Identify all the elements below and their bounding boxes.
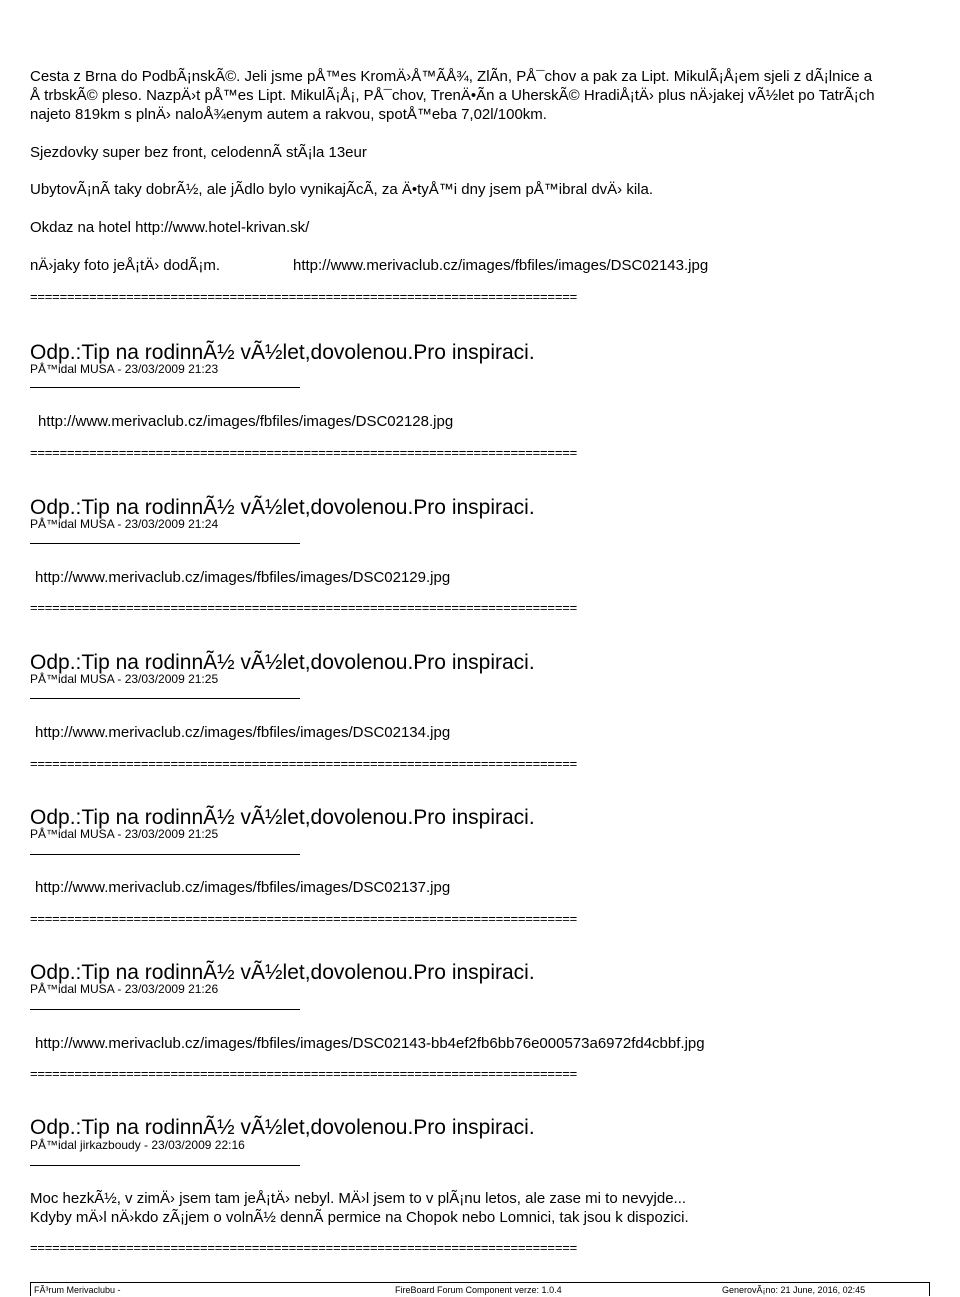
post-body-line[interactable]: http://www.merivaclub.cz/images/fbfiles/images/DSC02134.jpg bbox=[35, 724, 451, 741]
post-body-line[interactable]: http://www.merivaclub.cz/images/fbfiles/images/DSC02129.jpg bbox=[35, 569, 451, 586]
hotel-link-text[interactable]: Okdaz na hotel http://www.hotel-krivan.sk/ bbox=[30, 219, 310, 236]
post-meta: PÅ™idal MUSA - 23/03/2009 21:23 bbox=[30, 362, 219, 376]
separator: ========================================================================== bbox=[30, 289, 577, 304]
footer-rule bbox=[30, 1282, 930, 1283]
footer-right: GenerovÃ¡no: 21 June, 2016, 02:45 bbox=[722, 1285, 866, 1295]
post-meta: PÅ™idal MUSA - 23/03/2009 21:25 bbox=[30, 672, 219, 686]
intro-line-3: najeto 819km s plnÄ› naloÅ¾enym autem a rakvou, spotÅ™eba 7,02l/100km. bbox=[30, 106, 547, 123]
separator: ========================================================================== bbox=[30, 600, 577, 615]
post-divider bbox=[30, 698, 300, 699]
post-divider bbox=[30, 1165, 300, 1166]
separator: ========================================================================== bbox=[30, 1066, 577, 1081]
post-title: Odp.:Tip na rodinnÃ½ vÃ½let,dovolenou.Pro inspiraci. bbox=[30, 961, 535, 984]
post-meta: PÅ™idal jirkazboudy - 23/03/2009 22:16 bbox=[30, 1138, 245, 1152]
post-title: Odp.:Tip na rodinnÃ½ vÃ½let,dovolenou.Pro inspiraci. bbox=[30, 806, 535, 829]
separator: ========================================================================== bbox=[30, 756, 577, 771]
accommodation-text: UbytovÃ¡nÃ taky dobrÃ½, ale jÃdlo bylo vynikajÃcÃ, za Ä•tyÅ™i dny jsem pÅ™ibral dvÄ› kila. bbox=[30, 181, 654, 198]
separator: ========================================================================== bbox=[30, 445, 577, 460]
photos-url[interactable]: http://www.merivaclub.cz/images/fbfiles/images/DSC02143.jpg bbox=[293, 257, 709, 274]
intro-line-1: Cesta z Brna do PodbÃ¡nskÃ©. Jeli jsme pÅ™es KromÄ›Å™ÃÅ¾, ZlÃn, PÅ¯chov a pak za Lipt. MikulÃ¡Å¡em sjeli z dÃ¡lnice a bbox=[30, 68, 873, 85]
slopes-text: Sjezdovky super bez front, celodennÃ stÃ¡la 13eur bbox=[30, 144, 367, 161]
post-body-line: Moc hezkÃ½, v zimÄ› jsem tam jeÅ¡tÄ› nebyl. MÄ›l jsem to v plÃ¡nu letos, ale zase mi to nevyjde... bbox=[30, 1190, 687, 1207]
post-divider bbox=[30, 387, 300, 388]
post-body-line[interactable]: http://www.merivaclub.cz/images/fbfiles/images/DSC02128.jpg bbox=[38, 413, 454, 430]
post-divider bbox=[30, 543, 300, 544]
post-title: Odp.:Tip na rodinnÃ½ vÃ½let,dovolenou.Pro inspiraci. bbox=[30, 1116, 535, 1139]
post-title: Odp.:Tip na rodinnÃ½ vÃ½let,dovolenou.Pro inspiraci. bbox=[30, 651, 535, 674]
post-meta: PÅ™idal MUSA - 23/03/2009 21:24 bbox=[30, 517, 219, 531]
separator: ========================================================================== bbox=[30, 1240, 577, 1255]
post-title: Odp.:Tip na rodinnÃ½ vÃ½let,dovolenou.Pro inspiraci. bbox=[30, 496, 535, 519]
post-body-line[interactable]: http://www.merivaclub.cz/images/fbfiles/images/DSC02137.jpg bbox=[35, 879, 451, 896]
post-body-line: Kdyby mÄ›l nÄ›kdo zÃ¡jem o volnÃ½ dennÃ permice na Chopok nebo Lomnici, tak jsou k dispozici. bbox=[30, 1209, 689, 1226]
footer-divider bbox=[929, 1282, 930, 1296]
post-meta: PÅ™idal MUSA - 23/03/2009 21:26 bbox=[30, 982, 219, 996]
footer-center: FireBoard Forum Component verze: 1.0.4 bbox=[395, 1285, 562, 1295]
separator: ========================================================================== bbox=[30, 911, 577, 926]
post-meta: PÅ™idal MUSA - 23/03/2009 21:25 bbox=[30, 827, 219, 841]
post-divider bbox=[30, 1009, 300, 1010]
post-body-line[interactable]: http://www.merivaclub.cz/images/fbfiles/images/DSC02143-bb4ef2fb6bb76e000573a6972fd4cbbf.jpg bbox=[35, 1035, 705, 1052]
post-title: Odp.:Tip na rodinnÃ½ vÃ½let,dovolenou.Pro inspiraci. bbox=[30, 341, 535, 364]
footer-left: FÃ³rum Merivaclubu - bbox=[34, 1285, 121, 1295]
post-divider bbox=[30, 854, 300, 855]
intro-line-2: Å trbskÃ© pleso. NazpÄ›t pÅ™es Lipt. MikulÃ¡Å¡, PÅ¯chov, TrenÄ•Ãn a UherskÃ© HradiÅ¡tÄ› plus nÄ›jakej vÃ½let po TatrÃ¡ch bbox=[30, 87, 875, 104]
footer-divider bbox=[30, 1282, 31, 1296]
photos-label: nÄ›jaky foto jeÅ¡tÄ› dodÃ¡m. bbox=[30, 257, 221, 274]
